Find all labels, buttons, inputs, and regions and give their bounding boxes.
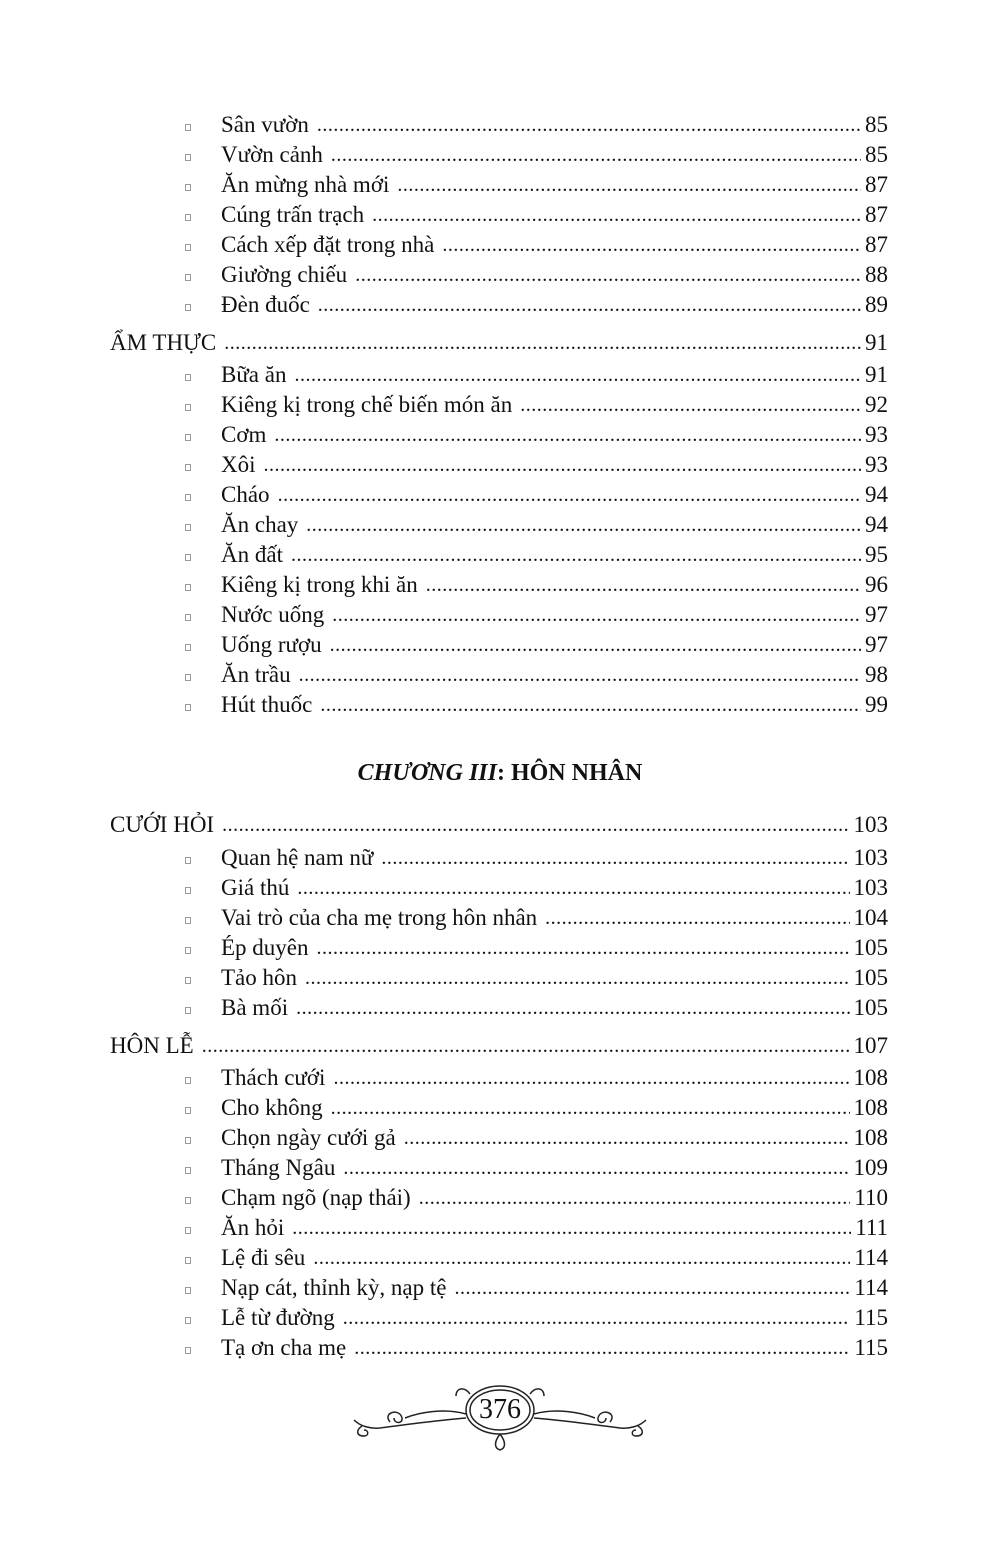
bullet-icon [185, 1347, 191, 1354]
toc-entry [185, 420, 888, 450]
toc-entry-title: Vườn cảnh [221, 142, 323, 167]
toc-entry-title: Bà mối [221, 995, 289, 1020]
toc-entry [185, 540, 888, 570]
toc-entry [185, 510, 888, 540]
toc-entry-page: 114 [854, 1245, 888, 1270]
toc-entry-title: Cơm [221, 422, 267, 447]
dot-leader [343, 1303, 851, 1333]
toc-entry [185, 1093, 888, 1123]
toc-entry-title: Ăn hỏi [221, 1215, 285, 1240]
toc-entry [185, 290, 888, 320]
toc-entry-title: Chạm ngõ (nạp thái) [221, 1185, 411, 1210]
toc-entry-title: Uống rượu [221, 632, 322, 657]
toc-entry [185, 390, 888, 420]
bullet-icon [185, 434, 191, 441]
bullet-icon [185, 704, 191, 711]
bullet-icon [185, 584, 191, 591]
bullet-icon [185, 1317, 191, 1324]
chapter-separator: : [496, 760, 505, 786]
toc-entry-page: 115 [854, 1335, 888, 1360]
toc-entry-title: Ăn trầu [221, 662, 291, 687]
toc-entry [185, 1123, 888, 1153]
toc-entry-page: 103 [853, 845, 888, 870]
dot-leader [299, 660, 861, 690]
toc-entry-page: 97 [865, 632, 888, 657]
dot-leader [442, 230, 861, 260]
toc-entry-title: Bữa ăn [221, 362, 287, 387]
toc-entry-title: Vai trò của cha mẹ trong hôn nhân [221, 905, 538, 930]
toc-entry-title: Cháo [221, 482, 270, 507]
toc-entry [185, 1063, 888, 1093]
bullet-icon [185, 184, 191, 191]
bullet-icon [185, 1007, 191, 1014]
toc-entry-page: 115 [854, 1305, 888, 1330]
dot-leader [330, 630, 861, 660]
toc-entry-title: Quan hệ nam nữ [221, 845, 374, 870]
toc-entry-title: Lệ đi sêu [221, 1245, 306, 1270]
dot-leader [278, 480, 861, 510]
dot-leader [313, 1243, 850, 1273]
toc-entry-page: 104 [853, 905, 888, 930]
bullet-icon [185, 1197, 191, 1204]
toc-entry-page: 97 [865, 602, 888, 627]
bullet-icon [185, 1227, 191, 1234]
bullet-icon [185, 1077, 191, 1084]
dot-leader [305, 963, 849, 993]
bullet-icon [185, 374, 191, 381]
toc-entry [185, 630, 888, 660]
dot-leader [404, 1123, 850, 1153]
toc-entry-title: HÔN LỄ [110, 1033, 194, 1058]
toc-entry-page: 91 [865, 362, 888, 387]
toc-entry-page: 92 [865, 392, 888, 417]
dot-leader [333, 1063, 849, 1093]
toc-entry [185, 993, 888, 1023]
toc-entry-page: 103 [853, 812, 888, 837]
dot-leader [320, 690, 861, 720]
toc-entry-title: Sân vườn [221, 112, 309, 137]
toc-entry-page: 114 [854, 1275, 888, 1300]
bullet-icon [185, 494, 191, 501]
toc-entry [185, 230, 888, 260]
toc-entry-page: 105 [853, 965, 888, 990]
toc-entry [185, 200, 888, 230]
bullet-icon [185, 1167, 191, 1174]
toc-entry-title: Nạp cát, thỉnh kỳ, nạp tệ [221, 1275, 447, 1300]
toc-entry-page: 94 [865, 482, 888, 507]
toc-entry [185, 170, 888, 200]
bullet-icon [185, 244, 191, 251]
toc-entry-page: 108 [853, 1065, 888, 1090]
toc-entry-page: 99 [865, 692, 888, 717]
toc-entry-title: Chọn ngày cưới gả [221, 1125, 396, 1150]
toc-entry [185, 1273, 888, 1303]
dot-leader [397, 170, 861, 200]
toc-entry-page: 110 [854, 1185, 888, 1210]
toc-entry-page: 85 [865, 112, 888, 137]
toc-entry [185, 1183, 888, 1213]
toc-entry-page: 98 [865, 662, 888, 687]
toc-entry-title: Nước uống [221, 602, 325, 627]
dot-leader [306, 510, 861, 540]
toc-entry [185, 903, 888, 933]
chapter-heading [0, 760, 1000, 787]
bullet-icon [185, 404, 191, 411]
toc-entry-page: 109 [853, 1155, 888, 1180]
dot-leader [331, 1093, 850, 1123]
bullet-icon [185, 464, 191, 471]
bullet-icon [185, 674, 191, 681]
toc-entry-title: Tạ ơn cha mẹ [221, 1335, 347, 1360]
toc-entry [185, 1243, 888, 1273]
dot-leader [292, 1213, 851, 1243]
toc-entry-title: Kiêng kị trong khi ăn [221, 572, 418, 597]
toc-entry-title: Hút thuốc [221, 692, 313, 717]
toc-entry [185, 843, 888, 873]
toc-entry-title: CƯỚI HỎI [110, 812, 215, 837]
toc-entry-page: 87 [865, 202, 888, 227]
toc-entry-page: 87 [865, 172, 888, 197]
bullet-icon [185, 274, 191, 281]
dot-leader [317, 110, 861, 140]
dot-leader [224, 328, 861, 358]
toc-entry-title: Tháng Ngâu [221, 1155, 336, 1180]
bullet-icon [185, 644, 191, 651]
toc-entry-title: Kiêng kị trong chế biến món ăn [221, 392, 513, 417]
toc-entry [185, 360, 888, 390]
toc-entry [185, 570, 888, 600]
toc-entry [185, 933, 888, 963]
dot-leader [264, 450, 862, 480]
toc-entry-title: Lễ từ đường [221, 1305, 335, 1330]
bullet-icon [185, 947, 191, 954]
dot-leader [274, 420, 861, 450]
toc-entry-page: 93 [865, 422, 888, 447]
toc-entry [185, 1153, 888, 1183]
toc-entry-title: Đèn đuốc [221, 292, 310, 317]
toc-entry-title: Xôi [221, 452, 256, 477]
bullet-icon [185, 1107, 191, 1114]
toc-entry-page: 95 [865, 542, 888, 567]
toc-entry-page: 105 [853, 995, 888, 1020]
dot-leader [355, 260, 861, 290]
page-number: 376 [479, 1394, 521, 1425]
toc-entry-title: Ép duyên [221, 935, 309, 960]
toc-entry-page: 91 [865, 330, 888, 355]
dot-leader [381, 843, 849, 873]
toc-entry-title: Giường chiếu [221, 262, 348, 287]
toc-entry-page: 107 [853, 1033, 888, 1058]
toc-section-entry [110, 810, 888, 840]
bullet-icon [185, 857, 191, 864]
dot-leader [332, 600, 861, 630]
toc-section-entry [110, 1031, 888, 1061]
toc-entry-title: ẨM THỰC [110, 330, 217, 355]
bullet-icon [185, 977, 191, 984]
toc-entry-title: Thách cưới [221, 1065, 326, 1090]
toc-entry-page: 87 [865, 232, 888, 257]
bullet-icon [185, 917, 191, 924]
bullet-icon [185, 304, 191, 311]
toc-entry [185, 660, 888, 690]
toc-entry [185, 873, 888, 903]
toc-entry-page: 85 [865, 142, 888, 167]
bullet-icon [185, 1287, 191, 1294]
toc-entry-title: Giá thú [221, 875, 290, 900]
toc-entry-page: 108 [853, 1095, 888, 1120]
toc-entry [185, 963, 888, 993]
dot-leader [296, 993, 849, 1023]
toc-entry-title: Ăn chay [221, 512, 299, 537]
toc-entry-title: Tảo hôn [221, 965, 298, 990]
toc-entry-title: Cách xếp đặt trong nhà [221, 232, 435, 257]
toc-entry-title: Cho không [221, 1095, 323, 1120]
dot-leader [318, 290, 861, 320]
chapter-label: CHƯƠNG III [357, 760, 497, 786]
toc-entry [185, 690, 888, 720]
dot-leader [372, 200, 861, 230]
bullet-icon [185, 524, 191, 531]
toc-entry-page: 94 [865, 512, 888, 537]
toc-entry-page: 111 [855, 1215, 888, 1240]
toc-entry [185, 480, 888, 510]
toc-entry-page: 88 [865, 262, 888, 287]
dot-leader [317, 933, 850, 963]
dot-leader [202, 1031, 850, 1061]
toc-entry [185, 600, 888, 630]
chapter-title: HÔN NHÂN [510, 760, 643, 786]
dot-leader [354, 1333, 850, 1363]
bullet-icon [185, 554, 191, 561]
toc-entry [185, 1303, 888, 1333]
toc-entry-title: Cúng trấn trạch [221, 202, 365, 227]
toc-entry-page: 93 [865, 452, 888, 477]
toc-entry [185, 140, 888, 170]
dot-leader [545, 903, 849, 933]
dot-leader [291, 540, 861, 570]
toc-entry [185, 1333, 888, 1363]
toc-entry-page: 96 [865, 572, 888, 597]
toc-entry-page: 89 [865, 292, 888, 317]
toc-entry [185, 1213, 888, 1243]
bullet-icon [185, 1257, 191, 1264]
bullet-icon [185, 1137, 191, 1144]
bullet-icon [185, 154, 191, 161]
dot-leader [343, 1153, 849, 1183]
dot-leader [297, 873, 849, 903]
dot-leader [520, 390, 861, 420]
dot-leader [419, 1183, 851, 1213]
dot-leader [222, 810, 849, 840]
toc-entry-title: Ăn đất [221, 542, 283, 567]
toc-entry-title: Ăn mừng nhà mới [221, 172, 390, 197]
toc-entry [185, 260, 888, 290]
toc-section-entry [110, 328, 888, 358]
toc-entry [185, 110, 888, 140]
dot-leader [426, 570, 861, 600]
toc-entry-page: 108 [853, 1125, 888, 1150]
toc-entry-page: 105 [853, 935, 888, 960]
bullet-icon [185, 214, 191, 221]
dot-leader [331, 140, 861, 170]
dot-leader [454, 1273, 850, 1303]
bullet-icon [185, 887, 191, 894]
toc-entry [185, 450, 888, 480]
bullet-icon [185, 124, 191, 131]
dot-leader [294, 360, 861, 390]
toc-entry-page: 103 [853, 875, 888, 900]
bullet-icon [185, 614, 191, 621]
